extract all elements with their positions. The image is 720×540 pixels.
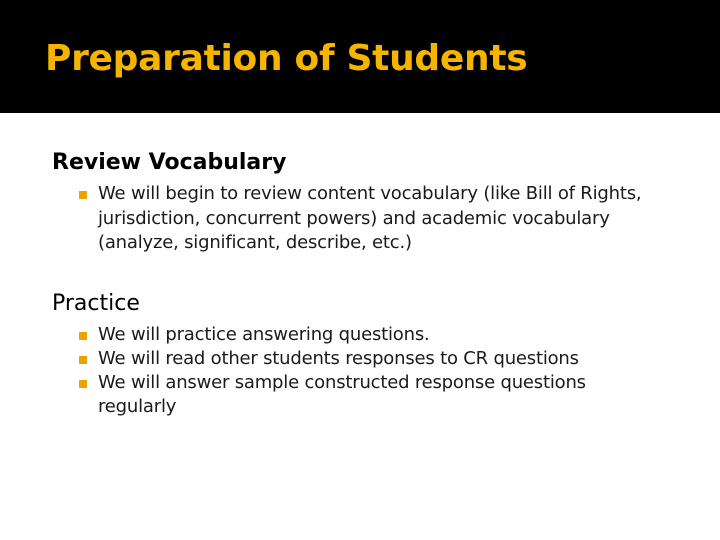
bullet-text: We will answer sample constructed response questions regularly bbox=[98, 372, 586, 417]
section-heading: Review Vocabulary bbox=[52, 150, 287, 175]
bullet-text: We will begin to review content vocabulary (like Bill of Rights, jurisdiction, concurrent powers) and academic vocabulary (analyze, significant, describe, etc.) bbox=[98, 183, 642, 253]
bullet-item bbox=[52, 182, 658, 256]
square-bullet-icon bbox=[79, 191, 87, 199]
square-bullet-icon bbox=[79, 356, 87, 364]
bullet-text: We will practice answering questions. bbox=[98, 324, 430, 345]
bullet-item bbox=[52, 347, 658, 371]
bullet-list bbox=[52, 323, 658, 419]
slide-title: Preparation of Students bbox=[45, 38, 528, 79]
square-bullet-icon bbox=[79, 332, 87, 340]
bullet-item bbox=[52, 371, 658, 419]
square-bullet-icon bbox=[79, 380, 87, 388]
title-bar bbox=[0, 0, 720, 113]
bullet-item bbox=[52, 323, 658, 347]
bullet-text: We will read other students responses to CR questions bbox=[98, 348, 579, 369]
section-heading: Practice bbox=[52, 291, 140, 316]
section-review-vocabulary bbox=[52, 150, 658, 256]
bullet-list bbox=[52, 182, 658, 256]
section-practice bbox=[52, 291, 658, 419]
